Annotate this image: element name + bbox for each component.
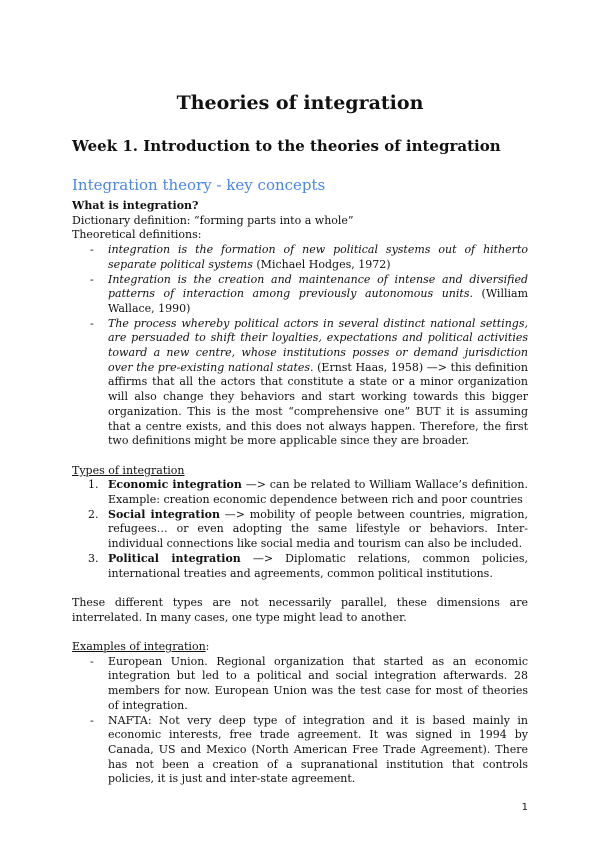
examples-colon: :	[205, 640, 210, 654]
list-number: 2.	[88, 507, 99, 521]
theoretical-definitions-label: Theoretical definitions:	[72, 228, 202, 242]
document-title: Theories of integration	[176, 92, 424, 114]
list-item	[72, 317, 528, 449]
definition-source: (William Wallace, 1990)	[108, 287, 528, 315]
type-name: Economic integration	[108, 478, 242, 492]
list-item: - NAFTA: Not very deep type of integration and it is based mainly in economic interests, free trade agreement. It was signed in 1994 by Canada, US and Mexico (North American Free Trade Agreement). There has not been a creation of a supranational institution that controls policies, it is just and inter-state agreement.	[72, 714, 528, 788]
definition-source: (Ernst Haas, 1958) —> this definition affirms that all the actors that constitute a state or a minor organization will also change they behaviors and start working towards this bigger organization. This is the most “comprehensive one” BUT it is assuming that a centre exists, and this does not always happen. Therefore, the first two definitions might be more applicable since they are broader.	[108, 360, 528, 448]
list-item	[72, 508, 528, 552]
week-heading: Week 1. Introduction to the theories of integration	[72, 137, 501, 155]
list-number: 1.	[88, 478, 99, 492]
definitions-list	[72, 243, 528, 449]
list-number: 3.	[88, 551, 99, 565]
examples-heading: Examples of integration	[72, 640, 206, 654]
page-number: 1	[521, 802, 528, 813]
list-item	[72, 552, 528, 581]
types-note: These different types are not necessarily parallel, these dimensions are interrelated. In many cases, one type might lead to another.	[72, 595, 528, 624]
types-heading: Types of integration	[72, 463, 185, 477]
examples-list	[72, 655, 528, 787]
type-text: —> mobility of people between countries, migration, refugees… or even adopting the same lifestyle or behaviors. Inter-individual connections like social media and tourism can also be included.	[108, 507, 529, 551]
section-heading: Integration theory - key concepts	[72, 176, 326, 194]
list-item	[72, 478, 528, 507]
type-text: —> can be related to William Wallace’s definition. Example: creation economic dependence between rich and poor countries	[108, 478, 528, 507]
type-name: Political integration	[108, 551, 241, 565]
definition-quote: Integration is the creation and maintenance of intense and diversified patterns of interaction among previously autonomous units.	[108, 272, 528, 301]
list-item: - European Union. Regional organization that started as an economic integration but led to a political and social integration afterwards. 28 members for now. European Union was the test case for most of theories of integration.	[72, 655, 528, 714]
question-heading: What is integration?	[72, 199, 199, 212]
dictionary-definition: Dictionary definition: “forming parts into a whole”	[72, 213, 354, 227]
definition-quote: The process whereby political actors in several distinct national settings, are persuaded to shift their loyalties, expectations and political activities toward a new centre, whose institutions posses or demand jurisdiction over the pre-existing national states.	[108, 316, 528, 374]
document-body	[72, 199, 528, 787]
type-name: Social integration	[108, 507, 221, 521]
list-item	[72, 273, 528, 317]
examples-heading-line	[72, 640, 528, 655]
definition-quote: integration is the formation of new political systems out of hitherto separate political systems	[108, 243, 528, 271]
type-text: —> Diplomatic relations, common policies, international treaties and agreements, common political institutions.	[108, 551, 528, 580]
list-item	[72, 243, 528, 272]
definition-source: (Michael Hodges, 1972)	[252, 257, 391, 271]
types-list	[72, 478, 528, 581]
